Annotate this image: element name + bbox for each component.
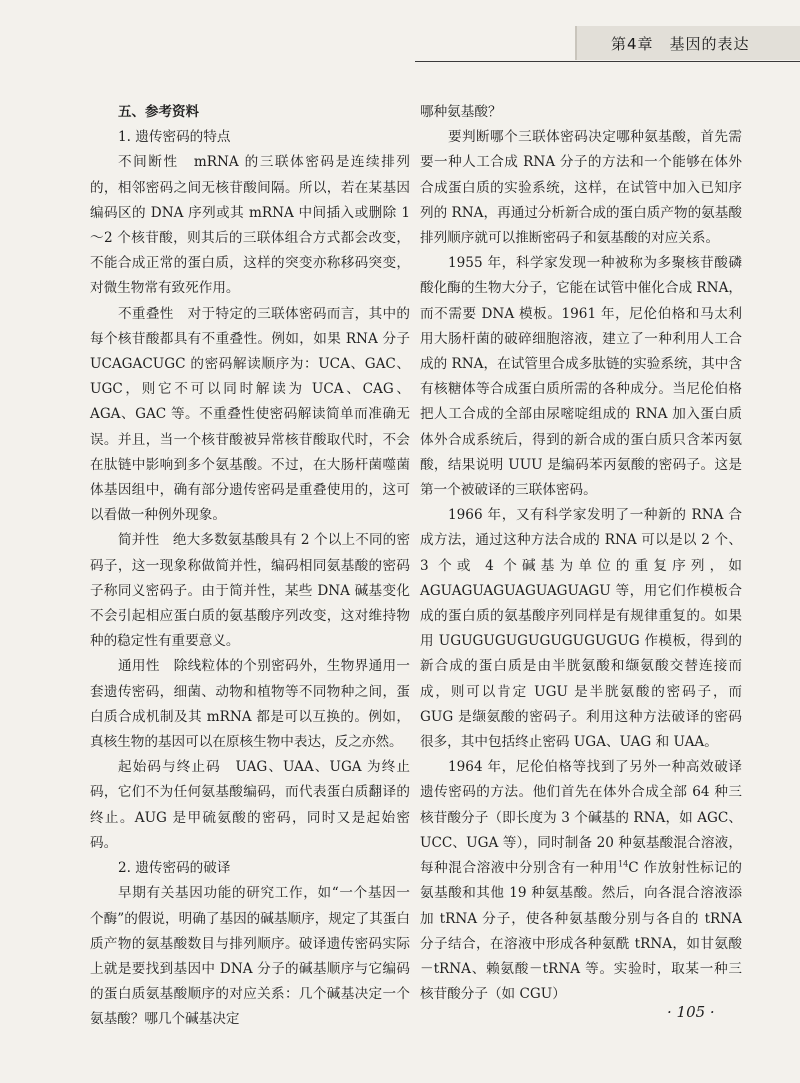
paragraph-start-stop [90,755,410,856]
term-non-overlap: 不重叠性 [118,305,174,322]
section-title: 五、参考资料 [118,104,199,120]
paragraph-continuity [90,150,410,301]
term-start-stop: 起始码与终止码 [118,759,221,776]
chapter-title: 第4章 基因的表达 [611,35,750,53]
paragraph-universality [90,654,410,755]
isotope-superscript: 14 [618,859,629,869]
left-column [90,100,410,1033]
paragraph-continuation: 哪种氨基酸？ [420,104,502,120]
paragraph-text: UAG、UAA、UGA 为终止码，它们不为任何氨基酸编码，而代表蛋白质翻译的终止。AUG 是甲硫氨酸的密码，同时又是起始密码。 [90,759,411,851]
term-degeneracy: 简并性 [118,532,160,549]
paragraph-text: C 作放射性标记的氨基酸和其他 19 种氨基酸。然后，向各混合溶液添加 tRNA 分子，使各种氨基酸分别与各自的 tRNA 分子结合，在溶液中形成各种氨酰 tRNA，如甘氨酸－tRNA、赖氨酸－tRNA 等。实验时，取某一种三核苷酸分子（如 CGU） [420,860,742,1003]
subsection-title-2: 2. 遗传密码的破译 [118,860,231,877]
paragraph-1964 [420,755,742,1007]
paragraph-1966: 1966 年，又有科学家发明了一种新的 RNA 合成方法，通过这种方法合成的 RNA 可以是以 2 个、3 个或 4 个碱基为单位的重复序列，如 AGUAGUAGUAGUAGUAGU 等，用它们作模板合成的蛋白质的氨基酸序列同样是有规律重复的。如果用 UGUGUGUGUGUGUGUGUG 作模板，得到的新合成的蛋白质是由半胱氨酸和缬氨酸交替连接而成，则可以肯定 UGU 是半胱氨酸的密码子，而 GUG 是缬氨酸的密码子。利用这种方法破译的密码很多，其中包括终止密码 UGA、UAG 和 UAA。 [420,507,742,751]
term-continuity: 不间断性 [118,154,179,171]
paragraph-text: 除线粒体的个别密码外，生物界通用一套遗传密码，细菌、动物和植物等不同物种之间，蛋白质合成机制及其 mRNA 都是可以互换的。例如，真核生物的基因可以在原核生物中表达，反之亦然。 [90,658,411,751]
paragraph-text: mRNA 的三联体密码是连续排列的，相邻密码之间无核苷酸间隔。所以，若在某基因编码区的 DNA 序列或其 mRNA 中间插入或删除 1～2 个核苷酸，则其后的三联体组合方式都会改变，不能合成正常的蛋白质，这样的突变亦称移码突变，对微生物常有致死作用。 [90,154,411,297]
header-rule [415,61,800,62]
paragraph-text: 对于特定的三联体密码而言，其中的每个核苷酸都具有不重叠性。例如，如果 RNA 分子 UCAGACUGC 的密码解读顺序为：UCA、GAC、UGC，则它不可以同时解读为 UCA、CAG、AGA、GAC 等。不重叠性使密码解读简单而准确无误。并且，当一个核苷酸被异常核苷酸取代时，不会在肽链中影响到多个氨基酸。不过，在大肠杆菌噬菌体基因组中，确有部分遗传密码是重叠使用的，这可以看做一种例外现象。 [90,305,411,524]
subsection-title-1: 1. 遗传密码的特点 [118,129,231,146]
paragraph-1955: 1955 年，科学家发现一种被称为多聚核苷酸磷酸化酶的生物大分子，它能在试管中催化合成 RNA，而不需要 DNA 模板。1961 年，尼伦伯格和马太利用大肠杆菌的破碎细胞溶液，建立了一种利用人工合成的 RNA，在试管里合成多肽链的实验系统，其中含有核糖体等合成蛋白质所需的各种成分。当尼伦伯格把人工合成的全部由尿嘧啶组成的 RNA 加入蛋白质体外合成系统后，得到的新合成的蛋白质只含苯丙氨酸，结果说明 UUU 是编码苯丙氨酸的密码子。这是第一个被破译的三联体密码。 [420,255,742,499]
paragraph-rna-synthesis: 要判断哪个三联体密码决定哪种氨基酸，首先需要一种人工合成 RNA 分子的方法和一个能够在体外合成蛋白质的实验系统，这样，在试管中加入已知序列的 RNA，再通过分析新合成的蛋白质产物的氨基酸排列顺序就可以推断密码子和氨基酸的对应关系。 [420,129,742,247]
paragraph-deciphering: 早期有关基因功能的研究工作，如“一个基因一个酶”的假说，明确了基因的碱基顺序，规定了其蛋白质产物的氨基酸数目与排列顺序。破译遗传密码实际上就是要找到基因中 DNA 分子的碱基顺序与它编码的蛋白质氨基酸顺序的对应关系：几个碱基决定一个氨基酸？哪几个碱基决定 [90,885,410,1028]
term-universality: 通用性 [118,658,160,675]
right-column [420,100,742,1007]
paragraph-text: 1964 年，尼伦伯格等找到了另外一种高效破译遗传密码的方法。他们首先在体外合成全部 64 种三核苷酸分子（即长度为 3 个碱基的 RNA，如 AGC、UCC、UGA 等），同时制备 20 种氨基酸混合溶液，每种混合溶液中分别含有一种用 [420,759,742,877]
paragraph-text: 绝大多数氨基酸具有 2 个以上不同的密码子，这一现象称做简并性，编码相同氨基酸的密码子称同义密码子。由于简并性，某些 DNA 碱基变化不会引起相应蛋白质的氨基酸序列改变，这对维持物种的稳定性有重要意义。 [90,532,411,650]
page-number: · 105 · [667,1003,715,1021]
paragraph-non-overlap [90,302,410,529]
paragraph-degeneracy [90,528,410,654]
